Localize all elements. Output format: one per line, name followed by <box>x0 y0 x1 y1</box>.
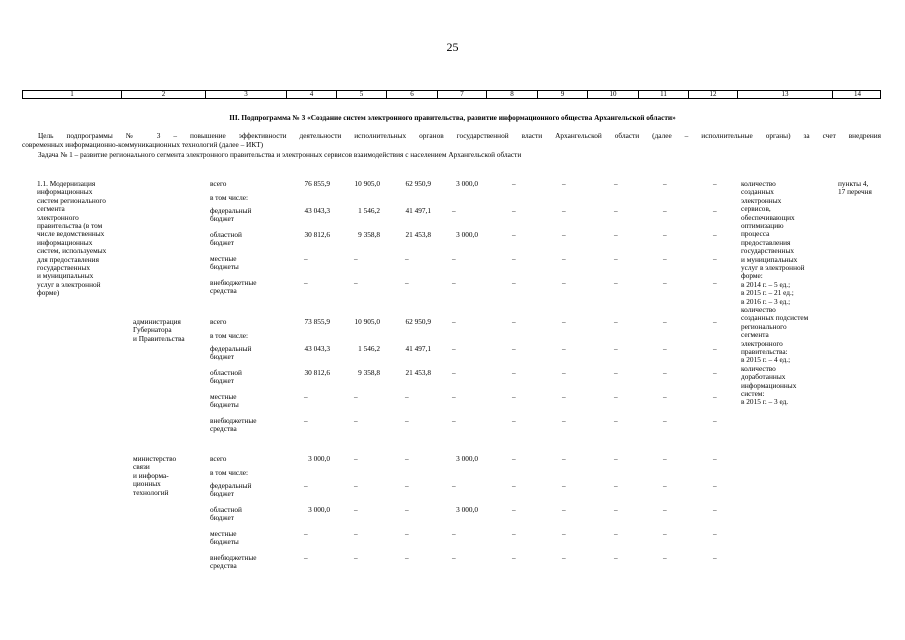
executor-admin-line: администрация <box>133 317 181 326</box>
amount-cell: – <box>614 179 618 188</box>
amount-cell: – <box>405 416 409 425</box>
column-number-cell: 1 <box>70 90 74 98</box>
amount-cell: – <box>713 344 717 353</box>
source-label: средства <box>210 424 237 434</box>
amount-cell: – <box>452 254 456 263</box>
source-label: в том числе: <box>210 468 249 477</box>
column-number-cell: 14 <box>832 91 882 98</box>
amount-cell: – <box>405 392 409 401</box>
source-label: областной <box>210 230 242 239</box>
amount-cell: – <box>562 505 566 514</box>
indicator-line: в 2015 г. – 3 ед. <box>741 397 789 407</box>
amount-cell: – <box>304 416 308 425</box>
amount-cell: 10 905,0 <box>354 179 380 188</box>
amount-cell: – <box>614 553 618 562</box>
amount-cell: – <box>562 553 566 562</box>
amount-cell: – <box>354 553 358 562</box>
amount-cell: – <box>562 481 566 490</box>
amount-cell: – <box>452 368 456 377</box>
source-label: местные <box>210 254 237 263</box>
amount-cell: – <box>354 392 358 401</box>
amount-cell: – <box>512 416 516 425</box>
amount-cell: – <box>562 454 566 463</box>
indicator-line: доработанных <box>741 372 786 382</box>
amount-cell: 3 000,0 <box>456 454 478 463</box>
source-label: средства <box>210 561 237 571</box>
amount-cell: – <box>713 416 717 425</box>
amount-cell: – <box>304 529 308 538</box>
source-label: бюджет <box>210 238 234 248</box>
indicator-line: услуг в электронной <box>741 263 805 272</box>
indicator-line: количество <box>741 305 776 314</box>
indicator-line: количество <box>741 179 776 188</box>
amount-cell: – <box>713 254 717 263</box>
amount-cell: – <box>713 392 717 401</box>
amount-cell: – <box>614 392 618 401</box>
section-title: III. Подпрограмма № 3 «Создание систем электронного правительства, развитие информационного общества Архангельской области» <box>229 113 676 122</box>
indicator-line: электронных <box>741 195 782 205</box>
source-label: внебюджетные <box>210 416 257 425</box>
column-number-cell: 6 <box>386 91 437 98</box>
task-line: Задача № 1 – развитие регионального сегмента электронного правительства и электронных сервисов взаимодействия с населением Архангельской области <box>38 150 522 159</box>
column-number-cell: 8 <box>486 91 537 98</box>
amount-cell: – <box>512 317 516 326</box>
amount-cell: – <box>614 416 618 425</box>
amount-cell: – <box>614 481 618 490</box>
amount-cell: – <box>713 454 717 463</box>
source-label: федеральный <box>210 481 252 490</box>
amount-cell: 73 855,9 <box>304 317 330 326</box>
indicator-line: созданных <box>741 187 774 197</box>
amount-cell: 62 950,9 <box>405 317 431 326</box>
amount-cell: – <box>405 481 409 490</box>
amount-cell: – <box>663 416 667 425</box>
source-label: бюджеты <box>210 400 239 410</box>
amount-cell: – <box>614 344 618 353</box>
indicator-line: созданных подсистем <box>741 313 809 323</box>
column-number-cell: 4 <box>286 91 336 98</box>
source-label: федеральный <box>210 344 252 353</box>
reference-line: пункты 4, <box>838 179 869 188</box>
amount-cell: – <box>354 529 358 538</box>
amount-cell: 43 043,3 <box>304 344 330 353</box>
goal-line-2: современных информационно-коммуникационных технологий (далее – ИКТ) <box>22 140 264 149</box>
amount-cell: – <box>304 481 308 490</box>
amount-cell: – <box>452 529 456 538</box>
executor-ministry-line: технологий <box>133 487 169 497</box>
measure-name-line: форме) <box>37 288 60 298</box>
amount-cell: – <box>452 206 456 215</box>
amount-cell: – <box>354 416 358 425</box>
column-number-cell: 10 <box>587 91 638 98</box>
page-number: 25 <box>446 40 459 54</box>
amount-cell: – <box>713 368 717 377</box>
source-label: местные <box>210 529 237 538</box>
source-label: в том числе: <box>210 331 249 340</box>
amount-cell: – <box>512 254 516 263</box>
column-number-cell: 12 <box>688 91 737 98</box>
amount-cell: – <box>713 206 717 215</box>
column-number-cell: 3 <box>205 91 286 98</box>
amount-cell: – <box>354 454 358 463</box>
indicator-line: регионального <box>741 321 787 331</box>
amount-cell: – <box>512 553 516 562</box>
amount-cell: – <box>562 230 566 239</box>
amount-cell: 1 546,2 <box>358 206 380 215</box>
amount-cell: – <box>663 392 667 401</box>
executor-ministry-line: и информа- <box>133 470 169 480</box>
measure-name-line: правительства (в том <box>37 221 103 230</box>
indicator-line: сегмента <box>741 330 769 340</box>
amount-cell: – <box>713 230 717 239</box>
amount-cell: – <box>663 481 667 490</box>
source-label: бюджеты <box>210 537 239 547</box>
measure-name-line: систем, используемых <box>37 246 107 256</box>
amount-cell: 62 950,9 <box>405 179 431 188</box>
executor-ministry-line: связи <box>133 462 150 472</box>
indicator-line: информационных <box>741 380 797 390</box>
indicator-line: в 2014 г. – 5 ед.; <box>741 279 791 289</box>
measure-name-line: услуг в электронной <box>37 279 101 289</box>
amount-cell: – <box>663 553 667 562</box>
amount-cell: – <box>614 505 618 514</box>
amount-cell: – <box>713 481 717 490</box>
executor-ministry-line: ционных <box>133 479 161 489</box>
amount-cell: – <box>614 317 618 326</box>
amount-cell: – <box>713 179 717 188</box>
indicator-line: в 2015 г. – 21 ед.; <box>741 288 794 298</box>
amount-cell: – <box>452 317 456 326</box>
column-number-cell: 7 <box>437 91 486 98</box>
indicator-line: количество <box>741 363 776 373</box>
amount-cell: 10 905,0 <box>354 317 380 326</box>
measure-name-line: 1.1. Модернизация <box>37 179 96 188</box>
amount-cell: – <box>405 505 409 514</box>
amount-cell: 3 000,0 <box>456 505 478 514</box>
amount-cell: 1 546,2 <box>358 344 380 353</box>
source-label: бюджеты <box>210 262 239 272</box>
indicator-line: процесса <box>741 229 770 239</box>
source-label: внебюджетные <box>210 553 257 562</box>
amount-cell: 30 812,6 <box>304 368 330 377</box>
amount-cell: – <box>713 278 717 287</box>
amount-cell: – <box>354 481 358 490</box>
amount-cell: – <box>512 206 516 215</box>
amount-cell: – <box>562 392 566 401</box>
source-label: всего <box>210 454 227 463</box>
indicator-line: в 2015 г. – 4 ед.; <box>741 355 791 365</box>
amount-cell: – <box>512 368 516 377</box>
measure-name-line: информационных <box>37 237 93 247</box>
amount-cell: – <box>663 344 667 353</box>
amount-cell: – <box>562 254 566 263</box>
amount-cell: – <box>663 278 667 287</box>
amount-cell: 76 855,9 <box>304 179 330 188</box>
amount-cell: – <box>663 254 667 263</box>
amount-cell: – <box>512 179 516 188</box>
amount-cell: – <box>452 416 456 425</box>
amount-cell: – <box>452 392 456 401</box>
column-number-cell: 2 <box>121 91 205 98</box>
amount-cell: 41 497,1 <box>405 206 431 215</box>
executor-admin-line: Губернатора <box>133 325 172 335</box>
amount-cell: – <box>713 529 717 538</box>
measure-name-line: систем регионального <box>37 195 106 205</box>
amount-cell: – <box>405 254 409 263</box>
amount-cell: – <box>614 230 618 239</box>
column-number-cell: 5 <box>336 91 386 98</box>
measure-name-line: сегмента <box>37 204 65 214</box>
source-label: всего <box>210 317 227 326</box>
reference-line: 17 перечня <box>838 187 872 197</box>
measure-name-line: для предоставления <box>37 254 99 264</box>
indicator-line: в 2016 г. – 3 ед.; <box>741 296 791 306</box>
indicator-line: правительства: <box>741 347 788 356</box>
amount-cell: 3 000,0 <box>308 454 330 463</box>
amount-cell: 30 812,6 <box>304 230 330 239</box>
amount-cell: – <box>452 481 456 490</box>
amount-cell: – <box>354 254 358 263</box>
amount-cell: – <box>304 278 308 287</box>
measure-name-line: информационных <box>37 187 93 197</box>
source-label: областной <box>210 368 242 377</box>
amount-cell: 21 453,8 <box>405 368 431 377</box>
measure-name-line: государственных <box>37 263 91 272</box>
amount-cell: – <box>304 392 308 401</box>
amount-cell: – <box>452 553 456 562</box>
amount-cell: – <box>405 278 409 287</box>
amount-cell: – <box>512 481 516 490</box>
measure-name-line: и муниципальных <box>37 271 94 281</box>
amount-cell: – <box>452 278 456 287</box>
amount-cell: – <box>512 529 516 538</box>
amount-cell: – <box>614 529 618 538</box>
amount-cell: – <box>713 553 717 562</box>
source-label: средства <box>210 286 237 296</box>
source-label: бюджет <box>210 214 234 224</box>
source-label: внебюджетные <box>210 278 257 287</box>
amount-cell: – <box>663 368 667 377</box>
amount-cell: – <box>512 344 516 353</box>
amount-cell: – <box>512 505 516 514</box>
goal-line-1: Цель подпрограммы № 3 – повышение эффективности деятельности исполнительных органов государственной власти Архангельской области (далее – исполнительные органы) за счет внедрения <box>38 131 881 140</box>
column-number-cell: 13 <box>737 91 832 98</box>
amount-cell: – <box>663 317 667 326</box>
amount-cell: – <box>405 454 409 463</box>
amount-cell: – <box>304 254 308 263</box>
source-label: областной <box>210 505 242 514</box>
amount-cell: 9 358,8 <box>358 230 380 239</box>
measure-name-line: электронного <box>37 212 79 222</box>
indicator-line: систем: <box>741 389 765 398</box>
amount-cell: – <box>562 344 566 353</box>
amount-cell: – <box>614 254 618 263</box>
amount-cell: – <box>512 454 516 463</box>
amount-cell: 3 000,0 <box>308 505 330 514</box>
amount-cell: – <box>713 317 717 326</box>
amount-cell: – <box>512 278 516 287</box>
amount-cell: – <box>512 230 516 239</box>
amount-cell: – <box>512 392 516 401</box>
column-number-cell: 9 <box>537 91 587 98</box>
amount-cell: – <box>405 529 409 538</box>
amount-cell: – <box>663 230 667 239</box>
amount-cell: – <box>562 206 566 215</box>
amount-cell: – <box>304 553 308 562</box>
source-label: в том числе: <box>210 193 249 202</box>
indicator-line: предоставления <box>741 237 791 247</box>
amount-cell: – <box>562 179 566 188</box>
amount-cell: – <box>663 454 667 463</box>
executor-ministry-line: министерство <box>133 454 177 463</box>
amount-cell: – <box>354 278 358 287</box>
source-label: бюджет <box>210 489 234 499</box>
amount-cell: – <box>663 179 667 188</box>
source-label: местные <box>210 392 237 401</box>
amount-cell: 9 358,8 <box>358 368 380 377</box>
source-label: бюджет <box>210 513 234 523</box>
source-label: всего <box>210 179 227 188</box>
amount-cell: – <box>354 505 358 514</box>
amount-cell: – <box>614 368 618 377</box>
amount-cell: – <box>562 368 566 377</box>
amount-cell: – <box>562 278 566 287</box>
indicator-line: электронного <box>741 338 783 348</box>
amount-cell: 41 497,1 <box>405 344 431 353</box>
column-number-cell: 11 <box>638 91 688 98</box>
indicator-line: форме: <box>741 271 763 281</box>
amount-cell: – <box>562 416 566 425</box>
source-label: бюджет <box>210 376 234 386</box>
indicator-line: оптимизацию <box>741 221 784 230</box>
amount-cell: 21 453,8 <box>405 230 431 239</box>
column-number-header <box>22 90 881 99</box>
amount-cell: – <box>452 344 456 353</box>
source-label: бюджет <box>210 352 234 362</box>
amount-cell: 3 000,0 <box>456 179 478 188</box>
source-label: федеральный <box>210 206 252 215</box>
indicator-line: сервисов, <box>741 204 771 214</box>
amount-cell: – <box>663 206 667 215</box>
amount-cell: – <box>614 278 618 287</box>
amount-cell: – <box>614 206 618 215</box>
executor-admin-line: и Правительства <box>133 333 185 343</box>
amount-cell: – <box>562 529 566 538</box>
amount-cell: – <box>614 454 618 463</box>
amount-cell: – <box>663 529 667 538</box>
amount-cell: – <box>562 317 566 326</box>
amount-cell: – <box>663 505 667 514</box>
amount-cell: – <box>405 553 409 562</box>
amount-cell: 3 000,0 <box>456 230 478 239</box>
indicator-line: государственных <box>741 246 795 256</box>
amount-cell: 43 043,3 <box>304 206 330 215</box>
indicator-line: обеспечивающих <box>741 212 795 222</box>
amount-cell: – <box>713 505 717 514</box>
indicator-line: и муниципальных <box>741 254 798 264</box>
measure-name-line: числе ведомственных <box>37 229 105 239</box>
